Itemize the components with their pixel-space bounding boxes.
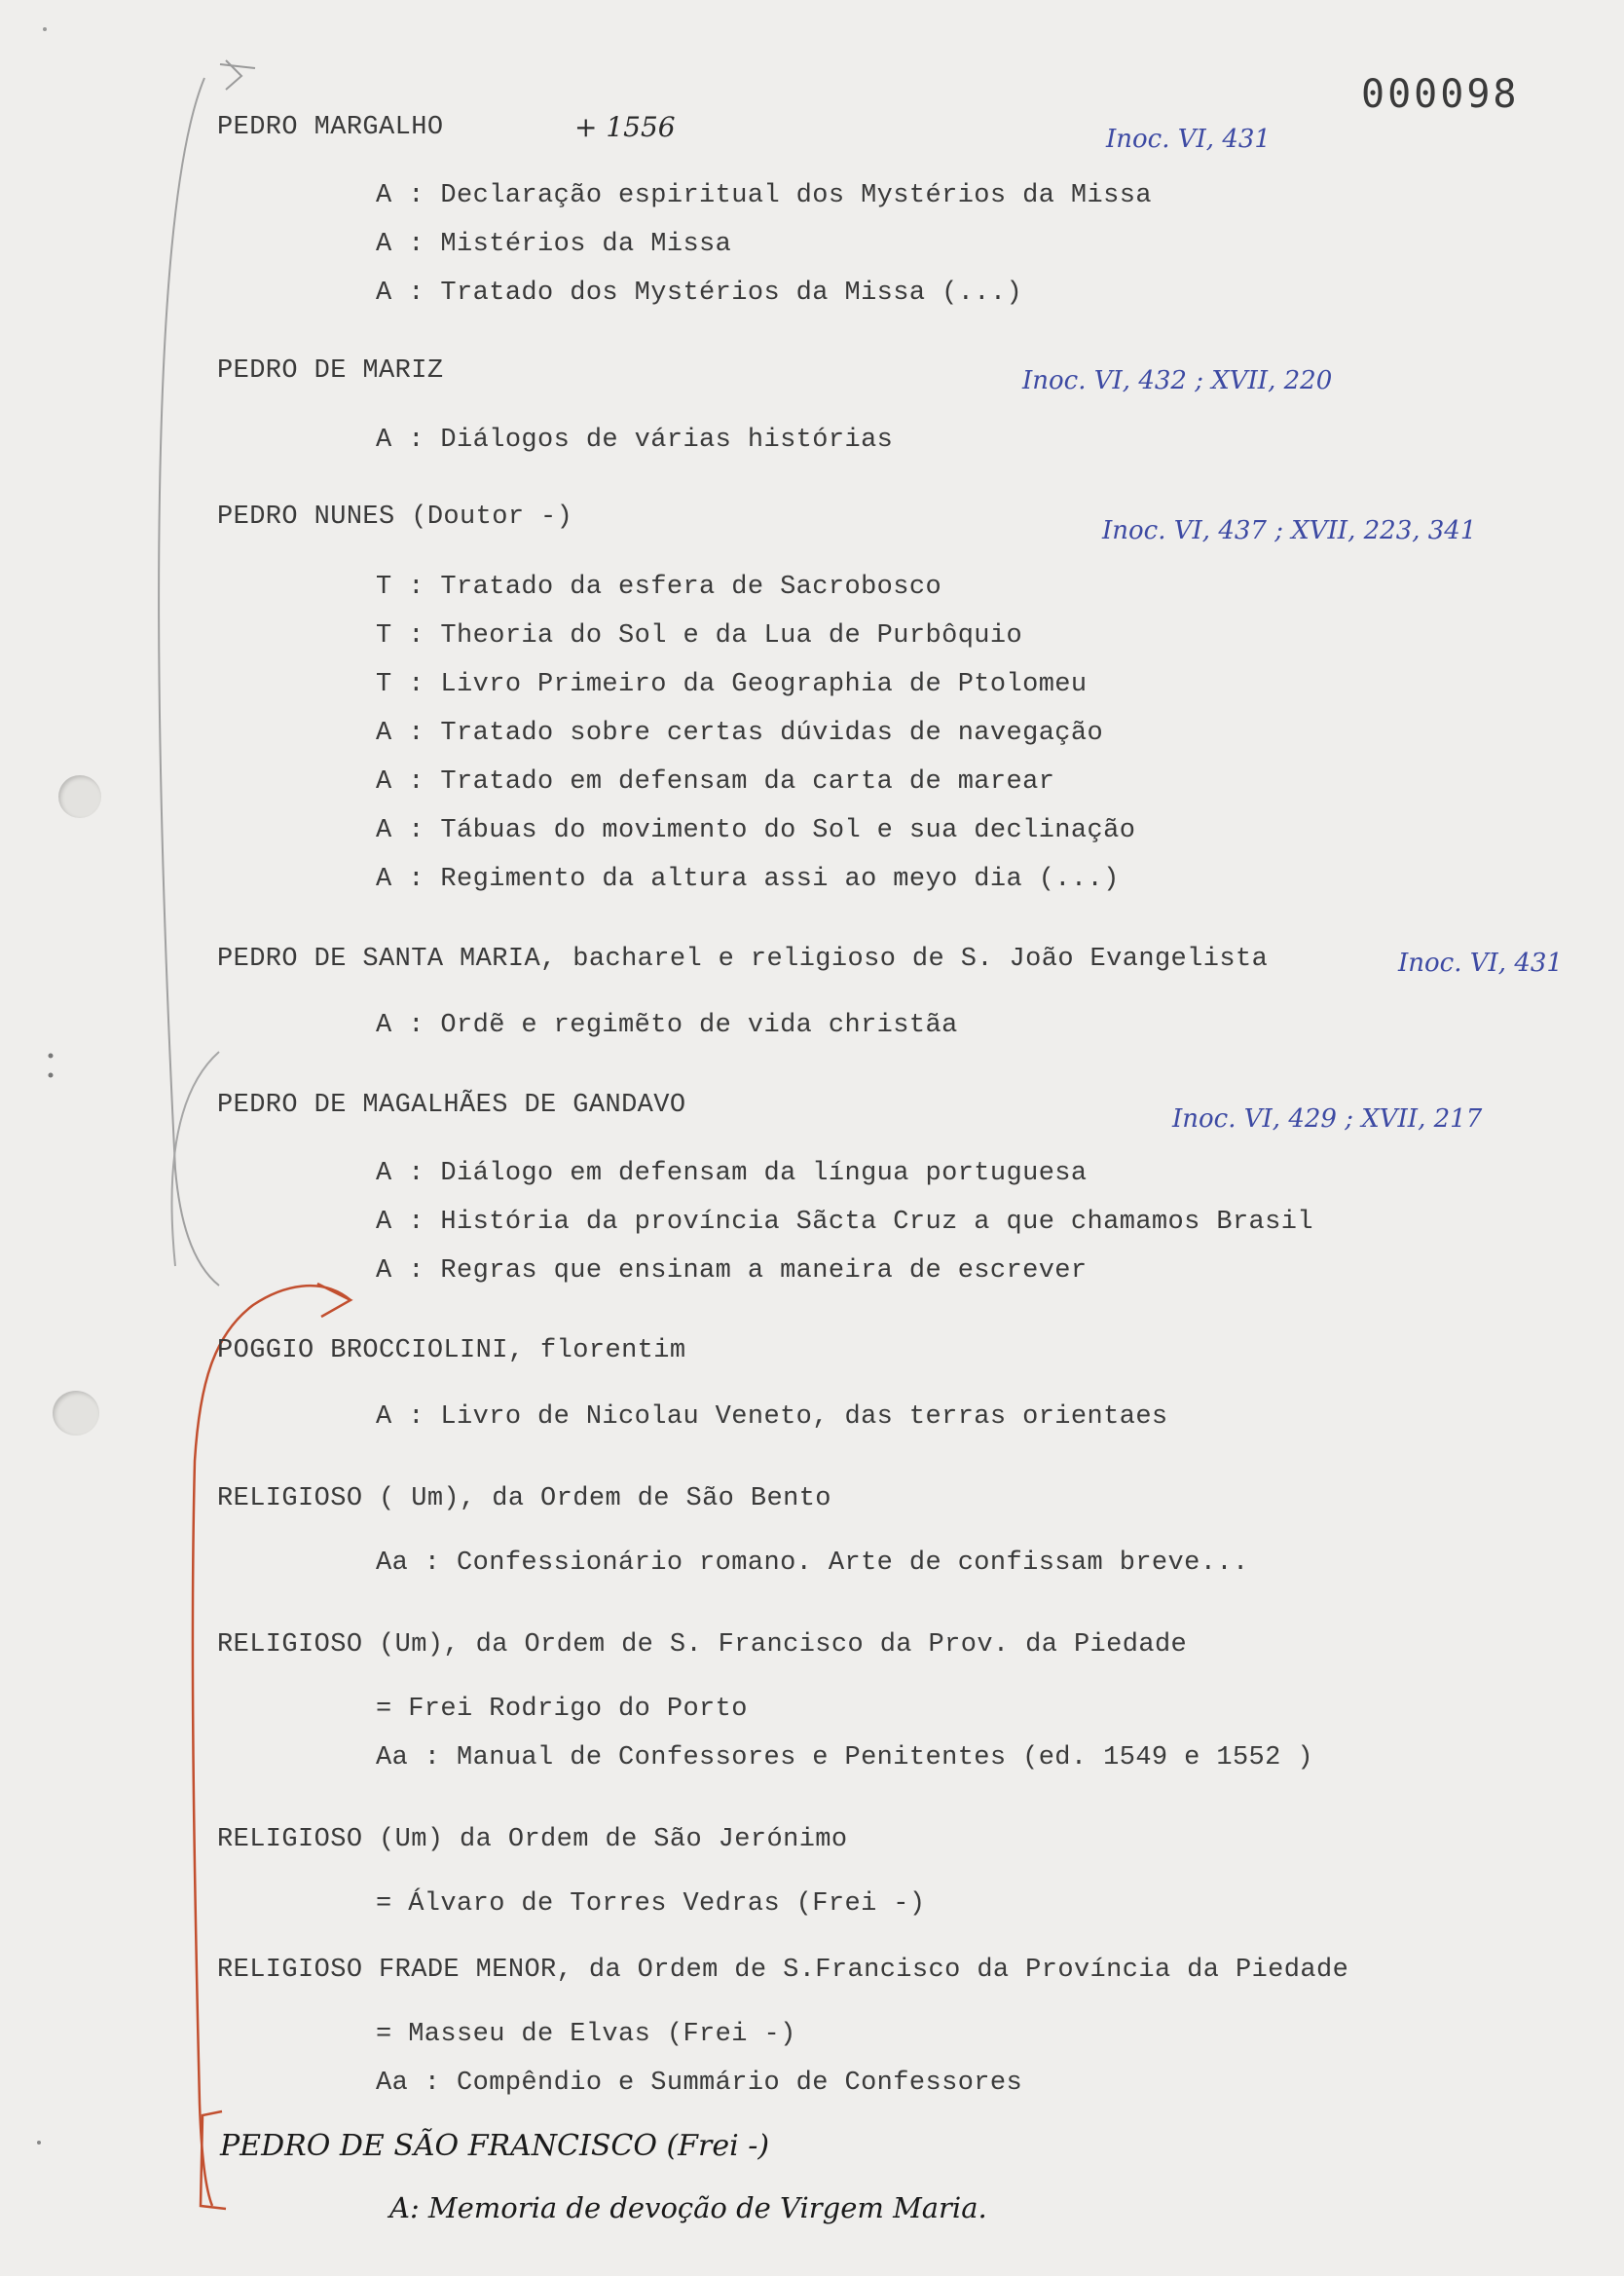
- death-year-note: + 1556: [574, 111, 676, 143]
- work-entry: A : História da província Sãcta Cruz a que chamamos Brasil: [376, 1208, 1313, 1237]
- work-entry: = Masseu de Elvas (Frei -): [376, 2020, 796, 2049]
- entry-heading: POGGIO BROCCIOLINI, florentim: [217, 1336, 686, 1365]
- work-entry: A : Tratado dos Mystérios da Missa (...): [376, 279, 1023, 308]
- reference-note: Inoc. VI, 437 ; XVII, 223, 341: [1102, 516, 1477, 545]
- work-entry: A : Tratado sobre certas dúvidas de navegação: [376, 719, 1104, 748]
- work-entry: A : Mistérios da Missa: [376, 230, 732, 259]
- work-entry: A : Diálogos de várias histórias: [376, 426, 894, 455]
- entry-heading: RELIGIOSO FRADE MENOR, da Ordem de S.Francisco da Província da Piedade: [217, 1956, 1349, 1985]
- work-entry: Aa : Manual de Confessores e Penitentes (ed. 1549 e 1552 ): [376, 1743, 1313, 1772]
- work-entry: = Frei Rodrigo do Porto: [376, 1695, 748, 1724]
- entry-heading: PEDRO DE SANTA MARIA, bacharel e religioso de S. João Evangelista: [217, 945, 1269, 974]
- work-entry: = Álvaro de Torres Vedras (Frei -): [376, 1889, 926, 1919]
- work-entry: T : Livro Primeiro da Geographia de Ptolomeu: [376, 670, 1088, 699]
- work-entry: A : Tábuas do movimento do Sol e sua declinação: [376, 816, 1136, 845]
- reference-note: Inoc. VI, 431: [1106, 125, 1271, 154]
- entry-heading: PEDRO DE MAGALHÃES DE GANDAVO: [217, 1091, 686, 1120]
- entry-heading: PEDRO MARGALHO: [217, 113, 444, 142]
- work-entry: A : Diálogo em defensam da língua portuguesa: [376, 1159, 1088, 1188]
- work-entry: A : Regras que ensinam a maneira de escrever: [376, 1256, 1088, 1286]
- work-entry: A : Tratado em defensam da carta de marear: [376, 767, 1055, 797]
- work-entry: A : Regimento da altura assi ao meyo dia (...): [376, 865, 1120, 894]
- reference-note: Inoc. VI, 429 ; XVII, 217: [1172, 1104, 1483, 1134]
- entry-heading: PEDRO NUNES (Doutor -): [217, 503, 573, 532]
- page-number-stamp: 000098: [1361, 72, 1520, 117]
- entry-heading: RELIGIOSO (Um), da Ordem de S. Francisco da Prov. da Piedade: [217, 1630, 1188, 1660]
- entry-heading: RELIGIOSO ( Um), da Ordem de São Bento: [217, 1484, 831, 1513]
- work-entry: A : Livro de Nicolau Veneto, das terras orientaes: [376, 1402, 1168, 1432]
- work-entry: T : Theoria do Sol e da Lua de Purbôquio: [376, 621, 1023, 651]
- entry-heading: PEDRO DE MARIZ: [217, 356, 444, 386]
- reference-note: Inoc. VI, 432 ; XVII, 220: [1022, 366, 1333, 395]
- reference-note: Inoc. VI, 431: [1398, 949, 1563, 978]
- work-entry: A : Declaração espiritual dos Mystérios da Missa: [376, 181, 1152, 210]
- handwritten-heading: PEDRO DE SÃO FRANCISCO (Frei -): [220, 2129, 770, 2163]
- work-entry: A : Ordẽ e regimẽto de vida christãa: [376, 1011, 958, 1040]
- work-entry: Aa : Compêndio e Summário de Confessores: [376, 2069, 1023, 2098]
- entry-heading: RELIGIOSO (Um) da Ordem de São Jerónimo: [217, 1825, 848, 1854]
- work-entry: T : Tratado da esfera de Sacrobosco: [376, 573, 942, 602]
- handwritten-entry: A: Memoria de devoção de Virgem Maria.: [389, 2191, 987, 2224]
- work-entry: Aa : Confessionário romano. Arte de confissam breve...: [376, 1548, 1249, 1578]
